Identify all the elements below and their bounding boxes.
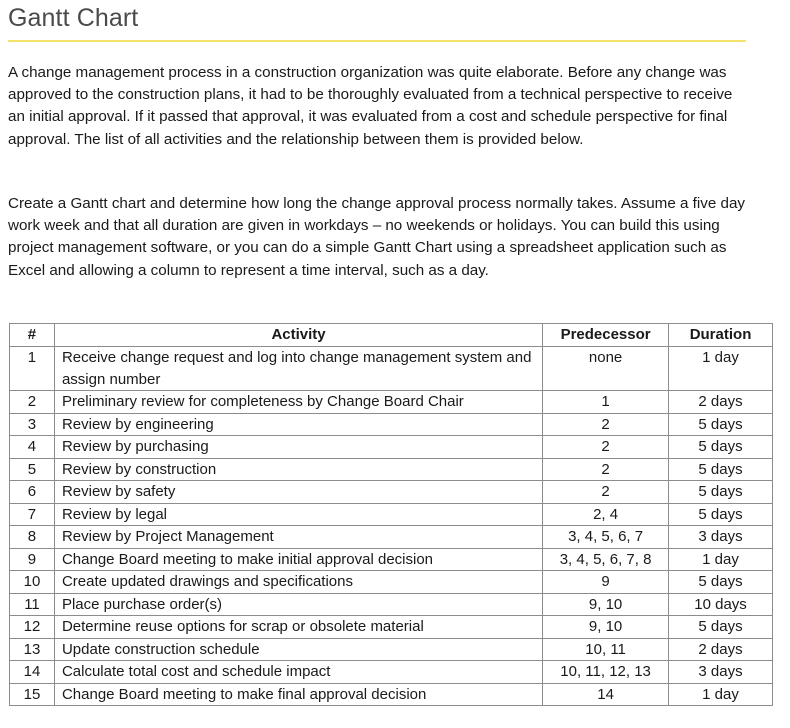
table-row	[10, 503, 773, 526]
duration-cell: 1 day	[669, 683, 773, 706]
activity-number-cell: 7	[10, 503, 55, 526]
duration-cell: 1 day	[669, 347, 773, 391]
activity-name-cell: Review by construction	[54, 458, 542, 481]
duration-cell: 1 day	[669, 548, 773, 571]
predecessor-cell: 2	[543, 458, 669, 481]
activity-name-cell: Review by purchasing	[54, 436, 542, 459]
table-row	[10, 683, 773, 706]
activity-name-cell: Receive change request and log into change management system and assign number	[54, 347, 542, 391]
activity-name-cell: Create updated drawings and specifications	[54, 571, 542, 594]
predecessor-cell: 9	[543, 571, 669, 594]
table-row	[10, 548, 773, 571]
duration-cell: 5 days	[669, 481, 773, 504]
predecessor-cell: 3, 4, 5, 6, 7, 8	[543, 548, 669, 571]
activity-name-cell: Review by legal	[54, 503, 542, 526]
table-row	[10, 347, 773, 391]
header-predecessor: Predecessor	[543, 324, 669, 347]
duration-cell: 5 days	[669, 616, 773, 639]
predecessor-cell: none	[543, 347, 669, 391]
activity-name-cell: Place purchase order(s)	[54, 593, 542, 616]
predecessor-cell: 2	[543, 436, 669, 459]
activity-number-cell: 1	[10, 347, 55, 391]
predecessor-cell: 10, 11, 12, 13	[543, 661, 669, 684]
activity-name-cell: Calculate total cost and schedule impact	[54, 661, 542, 684]
table-row	[10, 616, 773, 639]
table-row	[10, 413, 773, 436]
duration-cell: 5 days	[669, 503, 773, 526]
activity-number-cell: 6	[10, 481, 55, 504]
predecessor-cell: 9, 10	[543, 593, 669, 616]
header-activity: Activity	[54, 324, 542, 347]
predecessor-cell: 2, 4	[543, 503, 669, 526]
instructions-paragraph: Create a Gantt chart and determine how long the change approval process normally takes. Assume a five day work week and that all duration are given in workdays – no weekends or holidays. You can build this using project management software, or you can do a simple Gantt Chart using a spreadsheet application such as Excel and allowing a column to represent a time interval, such as a day.	[8, 195, 746, 279]
table-row	[10, 661, 773, 684]
table-row	[10, 571, 773, 594]
predecessor-cell: 2	[543, 481, 669, 504]
duration-cell: 2 days	[669, 391, 773, 414]
activity-number-cell: 4	[10, 436, 55, 459]
activity-number-cell: 13	[10, 638, 55, 661]
title-underline	[8, 40, 746, 42]
predecessor-cell: 3, 4, 5, 6, 7	[543, 526, 669, 549]
table-row	[10, 593, 773, 616]
duration-cell: 3 days	[669, 526, 773, 549]
activity-name-cell: Change Board meeting to make initial approval decision	[54, 548, 542, 571]
table-row	[10, 391, 773, 414]
duration-cell: 10 days	[669, 593, 773, 616]
activities-table	[9, 323, 773, 706]
activity-name-cell: Update construction schedule	[54, 638, 542, 661]
activity-name-cell: Review by safety	[54, 481, 542, 504]
activity-name-cell: Review by engineering	[54, 413, 542, 436]
duration-cell: 5 days	[669, 413, 773, 436]
table-row	[10, 436, 773, 459]
activity-name-cell: Determine reuse options for scrap or obsolete material	[54, 616, 542, 639]
table-row	[10, 458, 773, 481]
predecessor-cell: 1	[543, 391, 669, 414]
activity-number-cell: 5	[10, 458, 55, 481]
duration-cell: 3 days	[669, 661, 773, 684]
predecessor-cell: 10, 11	[543, 638, 669, 661]
activity-number-cell: 8	[10, 526, 55, 549]
duration-cell: 5 days	[669, 436, 773, 459]
predecessor-cell: 14	[543, 683, 669, 706]
table-row	[10, 638, 773, 661]
page-title: Gantt Chart	[8, 4, 139, 32]
table-row	[10, 526, 773, 549]
predecessor-cell: 9, 10	[543, 616, 669, 639]
header-number: #	[10, 324, 55, 347]
activity-number-cell: 14	[10, 661, 55, 684]
activity-name-cell: Change Board meeting to make final approval decision	[54, 683, 542, 706]
table-row	[10, 481, 773, 504]
activity-number-cell: 12	[10, 616, 55, 639]
header-duration: Duration	[669, 324, 773, 347]
activity-number-cell: 3	[10, 413, 55, 436]
activity-number-cell: 11	[10, 593, 55, 616]
activity-number-cell: 9	[10, 548, 55, 571]
predecessor-cell: 2	[543, 413, 669, 436]
activity-number-cell: 15	[10, 683, 55, 706]
activity-number-cell: 10	[10, 571, 55, 594]
activity-number-cell: 2	[10, 391, 55, 414]
activity-name-cell: Review by Project Management	[54, 526, 542, 549]
duration-cell: 5 days	[669, 571, 773, 594]
duration-cell: 2 days	[669, 638, 773, 661]
table-header-row	[10, 324, 773, 347]
duration-cell: 5 days	[669, 458, 773, 481]
intro-paragraph: A change management process in a construction organization was quite elaborate. Before any change was approved to the construction plans, it had to be thoroughly evaluated from a technical perspective to receive an initial approval. If it passed that approval, it was evaluated from a cost and schedule perspective for final approval. The list of all activities and the relationship between them is provided below.	[8, 64, 733, 148]
activity-name-cell: Preliminary review for completeness by Change Board Chair	[54, 391, 542, 414]
